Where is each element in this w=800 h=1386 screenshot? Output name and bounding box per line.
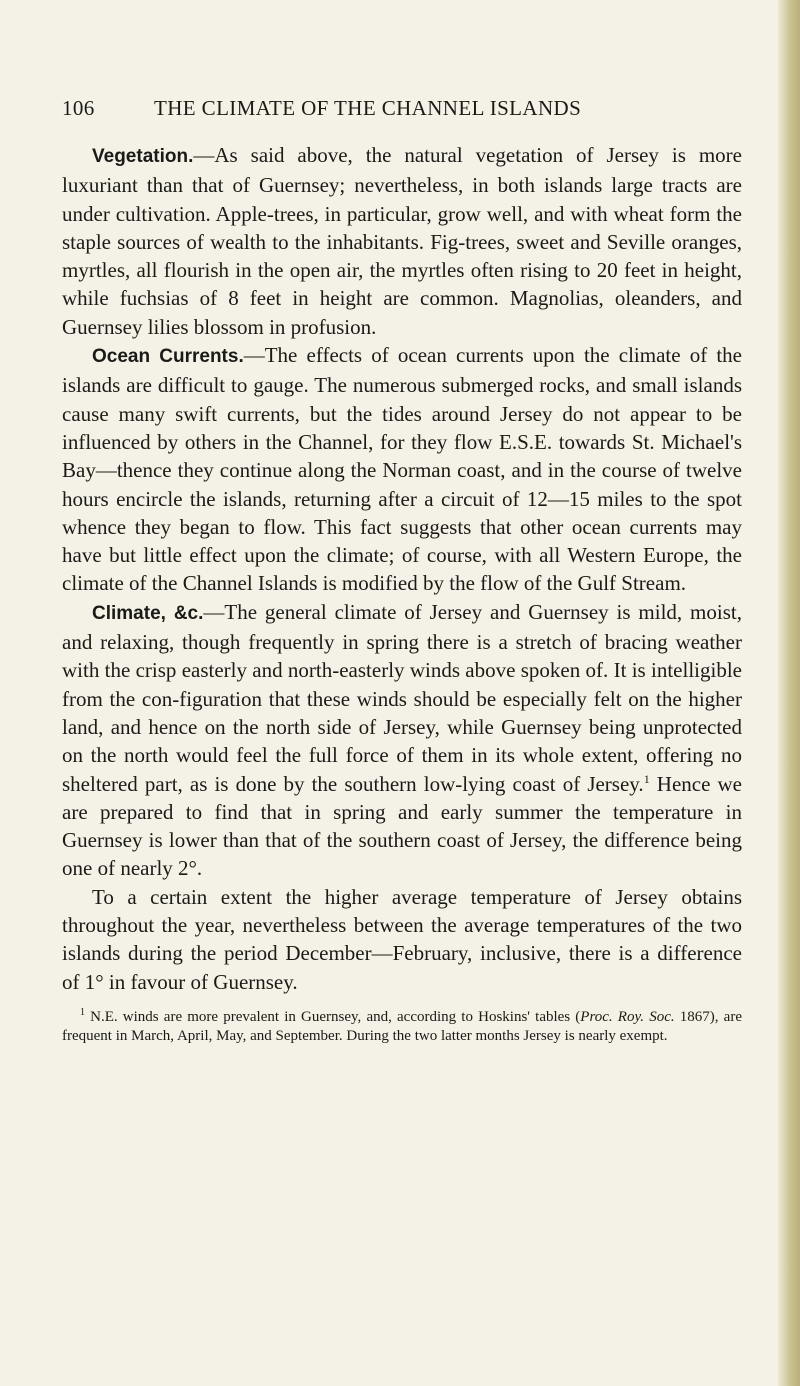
page-number: 106 [62, 96, 95, 120]
paragraph-climate [62, 598, 742, 883]
running-title: THE CLIMATE OF THE CHANNEL ISLANDS [154, 96, 582, 120]
body-text [62, 141, 742, 996]
footnote-citation: Proc. Roy. Soc. [580, 1009, 675, 1025]
paragraph-text: —The general climate of Jersey and Guernsey is mild, moist, and relaxing, though frequently in spring there is a stretch of bracing weather with the crisp easterly and north-easterly winds above spoken of. It is intelligible from the con-figuration that these winds should be especially felt on the higher land, and hence on the north side of Jersey, while Guernsey being unprotected on the north would feel the full force of them in its whole extent, offering no sheltered part, as is done by the southern low-lying coast of Jersey. [62, 599, 742, 796]
footnote [62, 1008, 742, 1046]
footnote-reference: 1 [643, 771, 650, 786]
paragraph-text: —As said above, the natural vegetation of Jersey is more luxuriant than that of Guernsey; nevertheless, in both islands large tracts are under cultivation. Apple-trees, in particular, grow well, and with wheat form the staple sources of wealth to the inhabitants. Fig-trees, sweet and Seville oranges, myrtles, all flourish in the open air, the myrtles often rising to 20 feet in height, while fuchsias of 8 feet in height are common. Magnolias, oleanders, and Guernsey lilies blossom in profusion. [62, 143, 742, 339]
section-heading-climate: Climate, &c. [92, 602, 204, 624]
paragraph-ocean-currents [62, 341, 742, 598]
footnotes [62, 1008, 742, 1046]
paragraph-temperature [62, 883, 742, 996]
paragraph-text: —The effects of ocean currents upon the climate of the islands are difficult to gauge. The numerous submerged rocks, and small islands cause many swift currents, but the tides around Jersey do not appear to be influenced by others in the Channel, for they flow E.S.E. towards St. Michael's Bay—thence they continue along the Norman coast, and in the course of twelve hours encircle the islands, returning after a circuit of 12—15 miles to the spot whence they began to flow. This fact suggests that other ocean currents may have but little effect upon the climate; of course, with all Western Europe, the climate of the Channel Islands is modified by the flow of the Gulf Stream. [62, 343, 743, 596]
section-heading-ocean-currents: Ocean Currents. [92, 346, 244, 368]
paragraph-text: To a certain extent the higher average temperature of Jersey obtains throughout the year, nevertheless between the average temperatures of the two islands during the period December—February, inclusive, there is a difference of 1° in favour of Guernsey. [62, 884, 742, 994]
footnote-text: 1867), are frequent in March, April, May, and September. During the two latter months Jersey is nearly exempt. [62, 1009, 742, 1044]
running-header [62, 96, 742, 126]
section-heading-vegetation: Vegetation. [92, 146, 194, 167]
paragraph-text: Hence we are prepared to find that in spring and early summer the temperature in Guernsey is lower than that of the southern coast of Jersey, the difference being one of nearly 2°. [62, 771, 742, 881]
footnote-text: N.E. winds are more prevalent in Guernsey, and, according to Hoskins' tables ( [85, 1009, 581, 1025]
paragraph-vegetation [62, 141, 742, 341]
page-edge [778, 0, 800, 1386]
footnote-marker: 1 [80, 1007, 85, 1018]
